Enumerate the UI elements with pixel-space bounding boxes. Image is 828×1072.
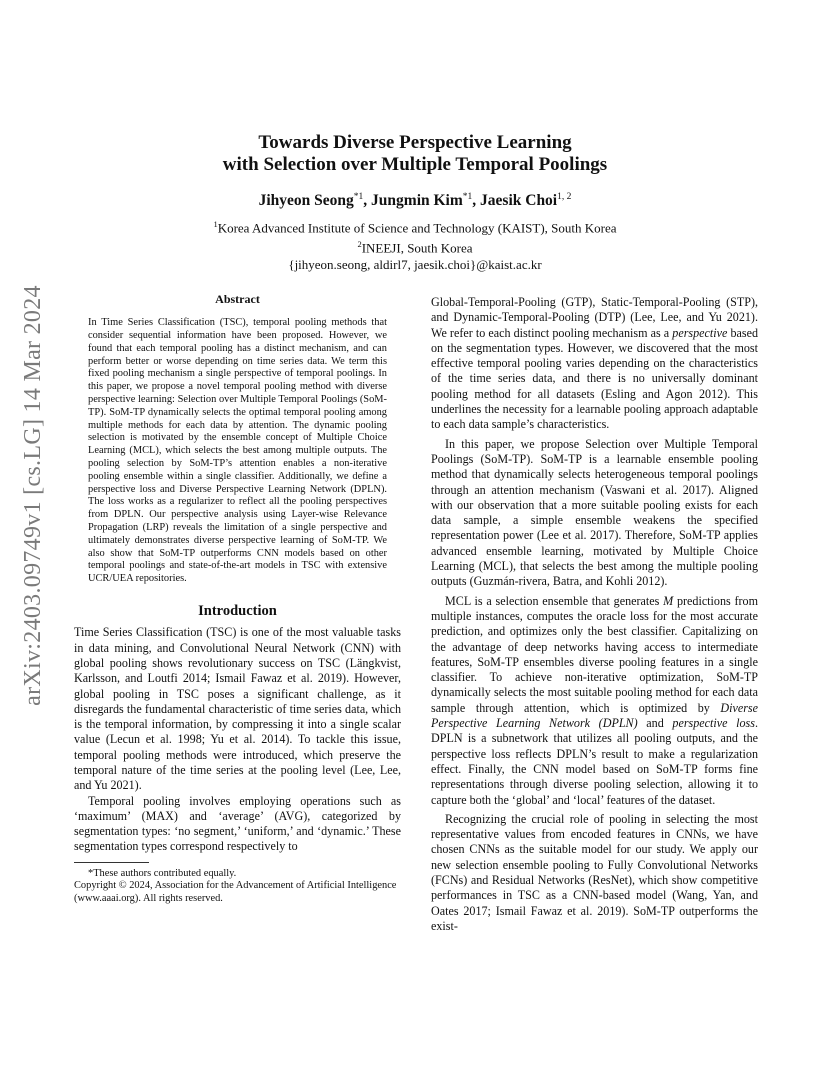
author-name: Jihyeon Seong — [258, 192, 354, 210]
text-run: predictions from multiple instances, computes the oracle loss for the most accurate prediction, and optimizes only the best classifier. Capitalizing on the advantage of deep networks having access to intermediate features, SoM-TP ensembles diverse pooling features in a single classifier. To achieve non-iterative optimization, SoM-TP dynamically selects the most suitable pooling method for each data sample through attention, which is optimized by — [431, 593, 758, 715]
title-line-1: Towards Diverse Perspective Learning — [258, 132, 572, 153]
text-run: . DPLN is a subnetwork that utilizes all pooling outputs, and the perspective loss reflects DPLN’s result to make a regularization effect. Finally, the CNN model based on SoM-TP forms fine representations through diverse pooling selection, allowing it to capture both the ‘global’ and ‘local’ features of the dataset. — [431, 716, 758, 807]
title-line-2: with Selection over Multiple Temporal Poolings — [222, 154, 608, 175]
right-paragraph-3 — [431, 594, 758, 808]
affiliation-sup: 1 — [213, 219, 218, 230]
right-paragraph-2: In this paper, we propose Selection over Multiple Temporal Poolings (SoM-TP). SoM-TP is a learnable ensemble pooling method that dynamically selects heterogeneous temporal poolings through an attention mechanism (Vaswani et al. 2017). Aligned with our observation that a more suitable pooling exists for each data sample, a simple ensemble weakens the specified representation power (Lee et al. 2017). Therefore, SoM-TP applies advanced ensemble learning, motivated by Multiple Choice Learning (MCL), that selects the best among the multiple pooling outputs (Guzmán-rivera, Batra, and Kohli 2012). — [431, 436, 758, 589]
text-run: and — [637, 716, 673, 731]
footnote-block — [74, 868, 401, 906]
intro-paragraph-2: Temporal pooling involves employing operations such as ‘maximum’ (MAX) and ‘average’ (AVG), categorized by segmentation types: ‘no segment,’ ‘uniform,’ and ‘dynamic.’ These segmentation types correspond respectively to — [74, 793, 401, 854]
affiliation-sup: 2 — [357, 239, 362, 250]
equal-contribution-footnote: *These authors contributed equally. — [88, 867, 237, 879]
author-emails: {jihyeon.seong, aldirl7, jaesik.choi}@kaist.ac.kr — [288, 256, 542, 272]
arxiv-identifier-text: arXiv:2403.09749v1 [cs.LG] 14 Mar 2024 — [19, 284, 46, 706]
arxiv-identifier-stamp — [20, 285, 46, 705]
emphasis-perspective-loss: perspective loss — [672, 716, 755, 731]
abstract-text: In Time Series Classification (TSC), temporal pooling methods that consider sequential information have been proposed. However, we found that each temporal pooling has a distinct mechanism, and can perform better or worse depending on time series data. We term this fixed pooling mechanism a single perspective of temporal poolings. In this paper, we propose a novel temporal pooling method with diverse perspective learning: Selection over Multiple Temporal Poolings (SoM-TP). SoM-TP dynamically selects the optimal temporal pooling among multiple methods for each data by attention. The dynamic pooling selection is motivated by the ensemble concept of Multiple Choice Learning (MCL), which selects the best among multiple outputs. The pooling selection by SoM-TP’s attention enables a non-iterative pooling ensemble within a single classifier. Additionally, we define a perspective loss and Diverse Perspective Learning Network (DPLN). The loss works as a regularizer to reflect all the pooling perspectives from DPLN. Our perspective analysis using Layer-wise Relevance Propagation (LRP) reveals the limitation of a single perspective and ultimately demonstrates diverse perspective learning of SoM-TP. We also show that SoM-TP outperforms CNN models based on other temporal poolings and state-of-the-art models in TSC with extensive UCR/UEA repositories. — [88, 317, 387, 585]
author-name: Jaesik Choi — [480, 192, 558, 210]
paper-header — [74, 132, 756, 273]
math-symbol-m: M — [663, 593, 674, 608]
text-run: Global-Temporal-Pooling (GTP), Static-Temporal-Pooling (STP), and Dynamic-Temporal-Pooling (DTP) (Lee, Lee, and Yu 2021). We refer to each distinct pooling mechanism as a — [431, 295, 758, 340]
author-separator: , — [472, 192, 481, 210]
author-name: Jungmin Kim — [371, 192, 463, 210]
author-list — [74, 192, 756, 210]
author-superscript: 1, 2 — [557, 192, 572, 202]
author-separator: , — [363, 192, 372, 210]
paper-title — [74, 132, 756, 176]
left-column — [74, 292, 401, 906]
text-run: based on the segmentation types. However, we discovered that the most effective temporal pooling varies depending on the characteristics of the time series data, and there is no universally dominant pooling method for all datasets (Esling and Agon 2012). This underlines the necessity for a learnable pooling approach adaptable to each data sample’s characteristics. — [431, 325, 759, 432]
abstract-heading: Abstract — [215, 292, 260, 306]
affiliation-line — [74, 236, 756, 256]
emphasis-dpln: Diverse Perspective Learning Network (DPLN) — [431, 700, 758, 731]
text-run: MCL is a selection ensemble that generates — [445, 593, 664, 608]
affiliations — [74, 216, 756, 273]
introduction-heading: Introduction — [198, 603, 277, 620]
affiliation-text: INEEJI, South Korea — [361, 240, 473, 256]
emphasis-perspective: perspective — [672, 325, 728, 340]
right-paragraph-4: Recognizing the crucial role of pooling in selecting the most representative values from encoded features in CNNs, we have chosen CNNs as the suitable model for our study. We apply our new selection ensemble pooling to Fully Convolutional Networks (FCNs) and Residual Networks (ResNet), which show competitive performances in TSC as a CNN-based model (Wang, Yan, and Oates 2017; Ismail Fawaz et al. 2019). SoM-TP outperforms the exist- — [431, 811, 758, 933]
footnote-rule — [74, 862, 149, 863]
affiliation-text: Korea Advanced Institute of Science and Technology (KAIST), South Korea — [217, 220, 617, 236]
right-column — [431, 295, 758, 934]
right-paragraph-1 — [431, 295, 758, 433]
affiliation-line — [74, 216, 756, 236]
author-superscript: *1 — [353, 192, 364, 202]
copyright-notice: Copyright © 2024, Association for the Advancement of Artificial Intelligence (www.aaai.org). All rights reserved. — [74, 880, 397, 904]
author-superscript: *1 — [462, 192, 473, 202]
intro-paragraph-1: Time Series Classification (TSC) is one of the most valuable tasks in data mining, and Convolutional Neural Network (CNN) with global pooling shows revolutionary success on TSC (Längkvist, Karlsson, and Loutfi 2014; Ismail Fawaz et al. 2019). However, global pooling in TSC poses a significant challenge, as it disregards the fundamental characteristic of time series data, which is the temporal information, by compressing it into a single scalar value (Lecun et al. 1998; Yu et al. 2014). To tackle this issue, temporal pooling methods were introduced, which preserve the temporal nature of the time series at the pooling level (Lee, Lee, and Yu 2021). — [74, 625, 401, 793]
